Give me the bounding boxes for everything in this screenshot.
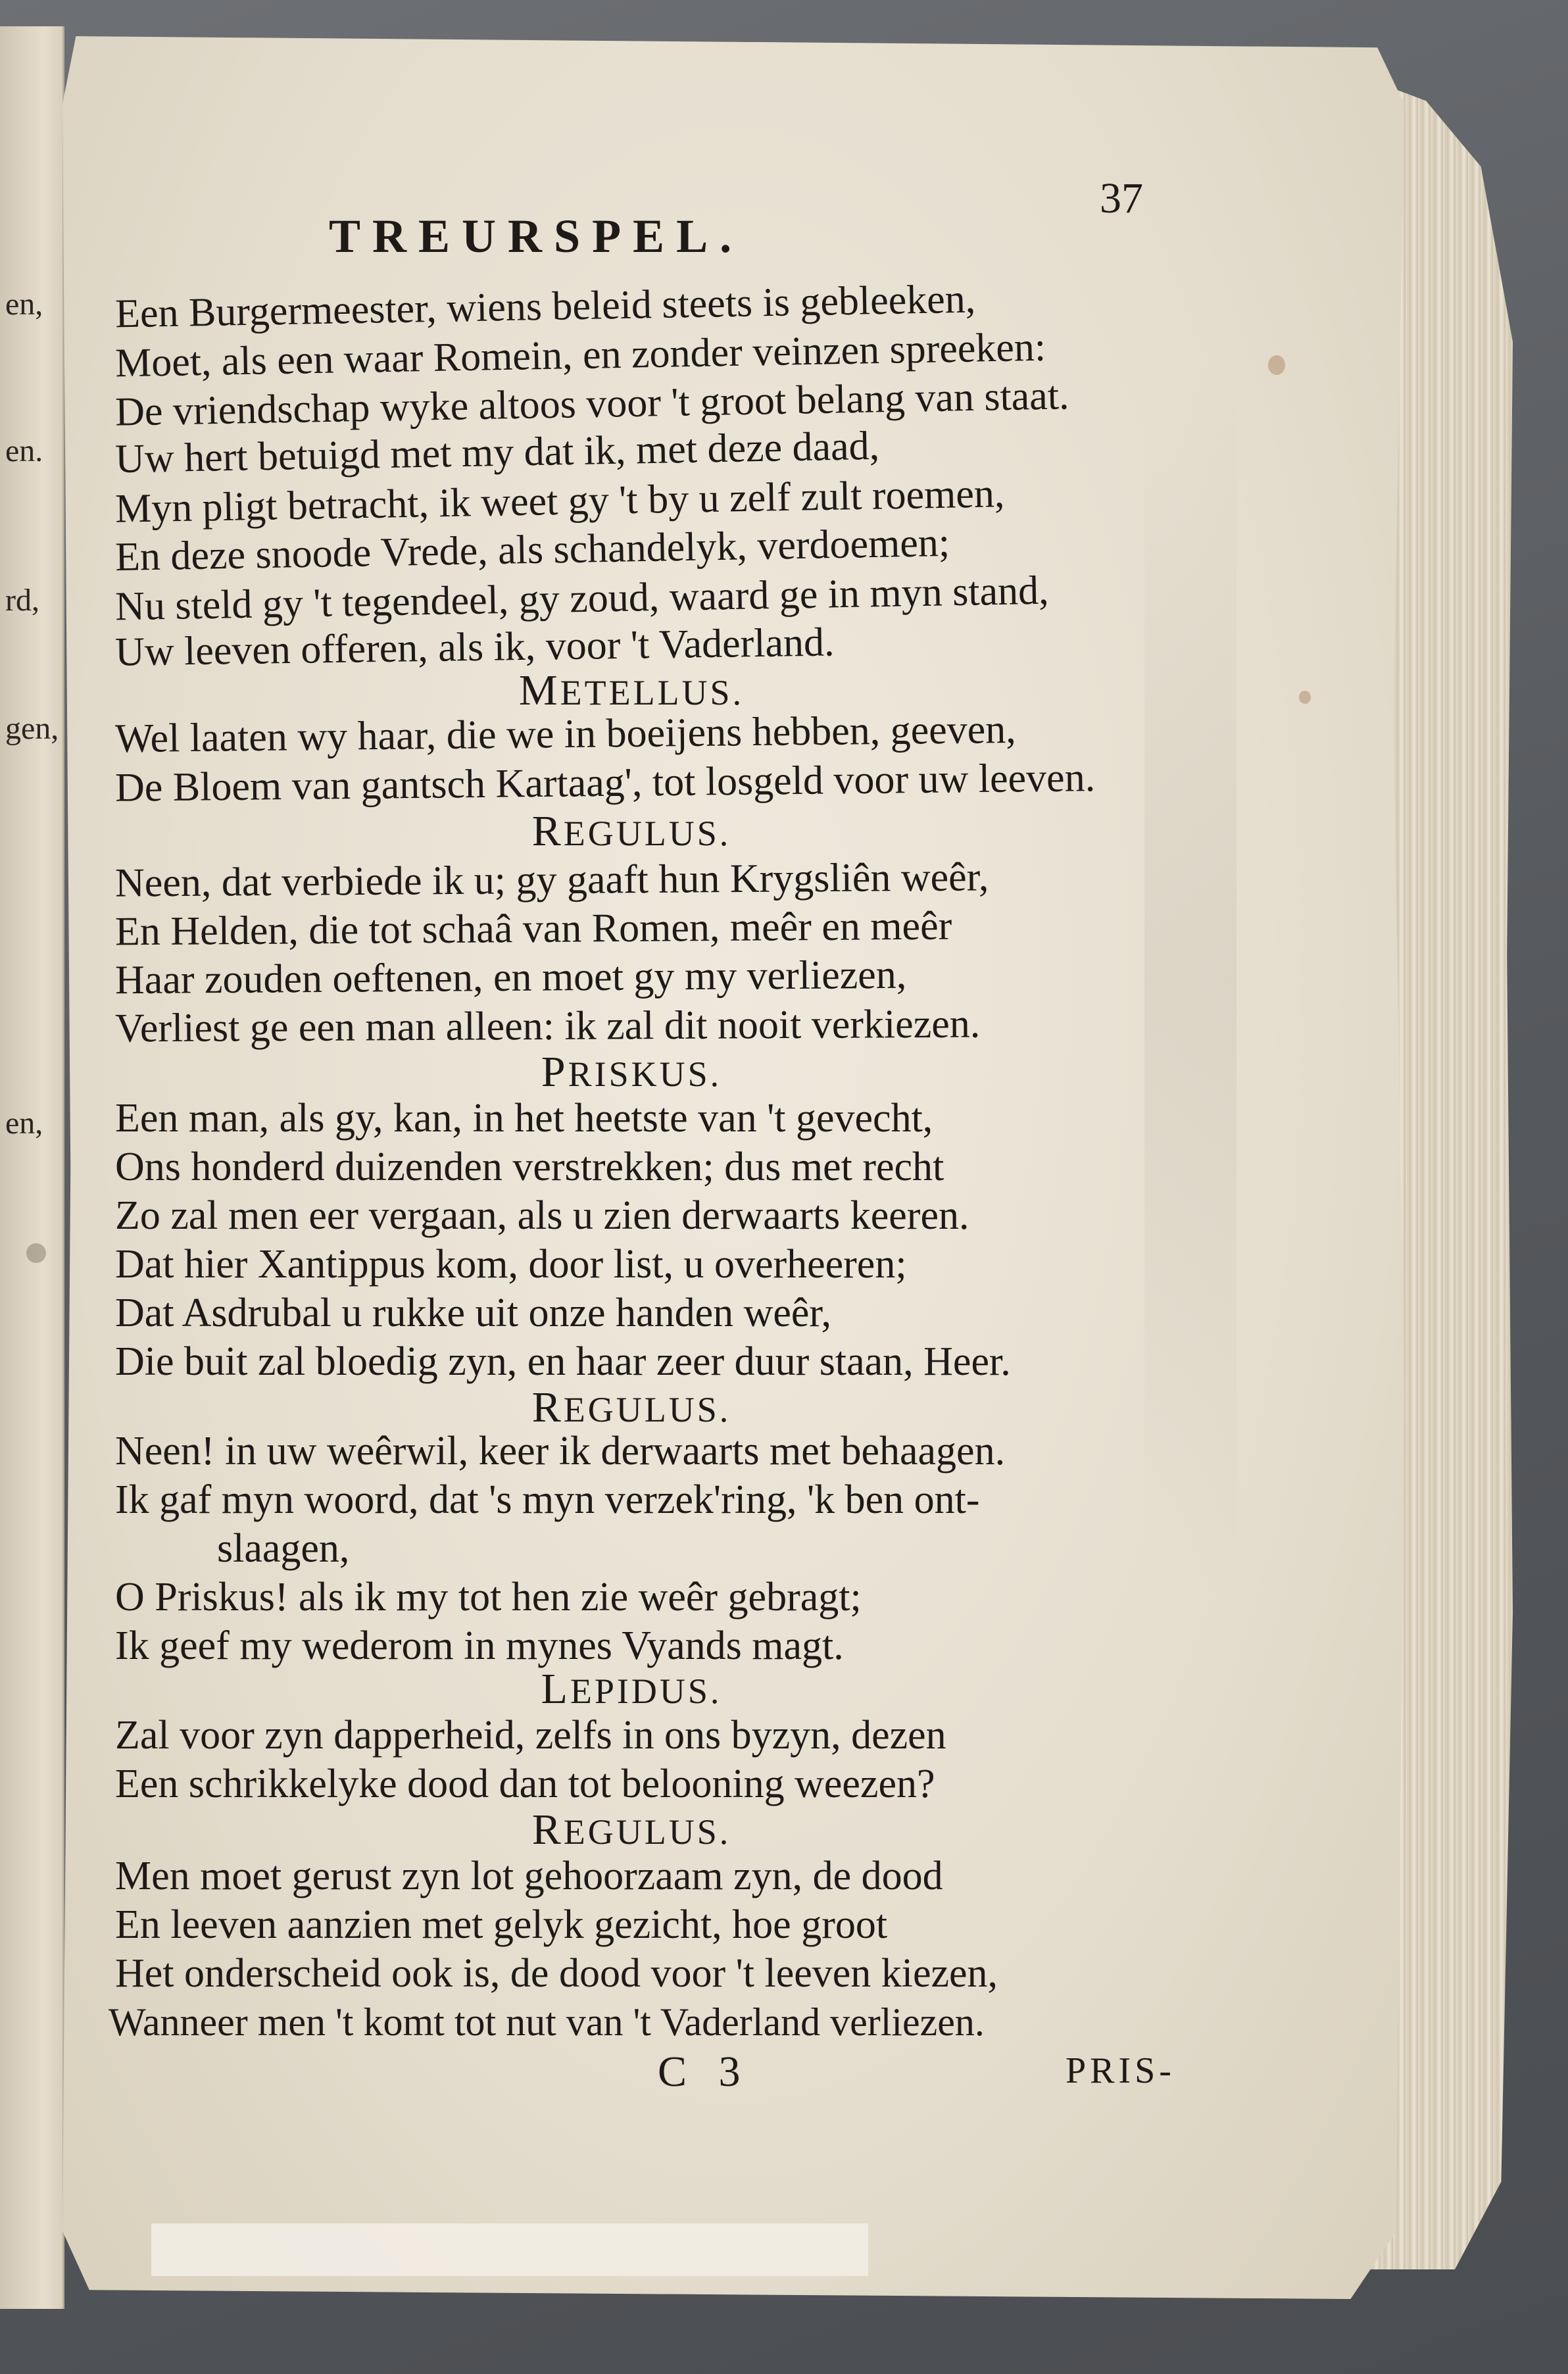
verse-line: Een man, als gy, kan, in het heetste van 't gevecht, <box>115 1096 933 1141</box>
verse-line: Het onderscheid ook is, de dood voor 't leeven kiezen, <box>115 1951 998 1996</box>
page-number: 37 <box>1100 174 1143 222</box>
foxing-spot <box>1299 691 1311 704</box>
verse-line: Myn pligt betracht, ik weet gy 't by u zelf zult roemen, <box>114 471 1005 532</box>
verse-line: Een Burgermeester, wiens beleid steets is gebleeken, <box>114 276 976 337</box>
running-head: TREURSPEL. <box>329 210 744 262</box>
verse-line: Men moet gerust zyn lot gehoorzaam zyn, de dood <box>115 1854 943 1898</box>
left-page-fragment: en, <box>5 287 43 322</box>
verse-line: Dat hier Xantippus kom, door list, u overheeren; <box>115 1242 907 1287</box>
verse-line-continuation: slaagen, <box>217 1526 350 1571</box>
verse-line: Zo zal men eer vergaan, als u zien derwaarts keeren. <box>115 1193 969 1238</box>
verse-line: Haar zouden oeftenen, en moet gy my verliezen, <box>114 952 907 1003</box>
speaker-name: REGULUS. <box>531 807 731 855</box>
left-page-fragment: en, <box>5 1106 43 1141</box>
verse-line: Zal voor zyn dapperheid, zelfs in ons byzyn, dezen <box>115 1713 946 1758</box>
signature-mark: C 3 <box>658 2048 751 2096</box>
verse-line: Neen, dat verbiede ik u; gy gaaft hun Krygsliên weêr, <box>114 854 989 906</box>
speaker-name: REGULUS. <box>531 1383 731 1431</box>
left-page-fragment: gen, <box>5 711 59 746</box>
left-page-fragment: en. <box>5 433 43 468</box>
verse-line: Ik geef my wederom in mynes Vyands magt. <box>115 1623 844 1668</box>
verse-line: Wel laaten wy haar, die we in boeijens hebben, geeven, <box>114 706 1017 762</box>
catchword: PRIS- <box>1066 2050 1175 2091</box>
verse-line: Dat Asdrubal u rukke uit onze handen weêr, <box>115 1291 832 1335</box>
verse-line: Ik gaf myn woord, dat 's myn verzek'ring, 'k ben ont- <box>115 1477 980 1522</box>
speaker-name: REGULUS. <box>531 1806 731 1854</box>
speaker-name: LEPIDUS. <box>541 1665 722 1713</box>
verse-line: De vriendschap wyke altoos voor 't groot belang van staat. <box>114 373 1070 435</box>
speaker-name: PRISKUS. <box>541 1048 722 1096</box>
paper-label-strip <box>151 2223 868 2276</box>
foxing-spot <box>1268 355 1285 375</box>
show-through <box>1144 355 1237 1605</box>
verse-line: En leeven aanzien met gelyk gezicht, hoe groot <box>115 1902 888 1947</box>
verse-line: En deze snoode Vrede, als schandelyk, verdoemen; <box>114 520 950 580</box>
verse-line: Nu steld gy 't tegendeel, gy zoud, waard ge in myn stand, <box>114 568 1050 630</box>
verse-line: Moet, als een waar Romein, en zonder veinzen spreeken: <box>114 324 1046 386</box>
left-page-edge <box>0 26 64 2309</box>
verse-line: Wanneer men 't komt tot nut van 't Vaderland verliezen. <box>109 2000 985 2044</box>
verse-line: Verliest ge een man alleen: ik zal dit nooit verkiezen. <box>114 1001 981 1051</box>
verse-line: En Helden, die tot schaâ van Romen, meêr en meêr <box>114 903 952 954</box>
verse-line: Uw leeven offeren, als ik, voor 't Vaderland. <box>114 620 835 675</box>
verse-line: O Priskus! als ik my tot hen zie weêr gebragt; <box>115 1575 862 1620</box>
left-page-fragment: rd, <box>5 583 39 618</box>
speaker-name: METELLUS. <box>518 666 745 714</box>
verse-line: Die buit zal bloedig zyn, en haar zeer duur staan, Heer. <box>115 1339 1011 1384</box>
foxing-spot <box>26 1243 46 1263</box>
verse-line: Neen! in uw weêrwil, keer ik derwaarts met behaagen. <box>115 1429 1006 1473</box>
verse-line: Een schrikkelyke dood dan tot belooning weezen? <box>115 1762 935 1806</box>
verse-line: Ons honderd duizenden verstrekken; dus met recht <box>115 1145 944 1189</box>
verse-line: De Bloem van gantsch Kartaag', tot losgeld voor uw leeven. <box>114 755 1096 810</box>
verse-line: Uw hert betuigd met my dat ik, met deze daad, <box>114 423 880 482</box>
